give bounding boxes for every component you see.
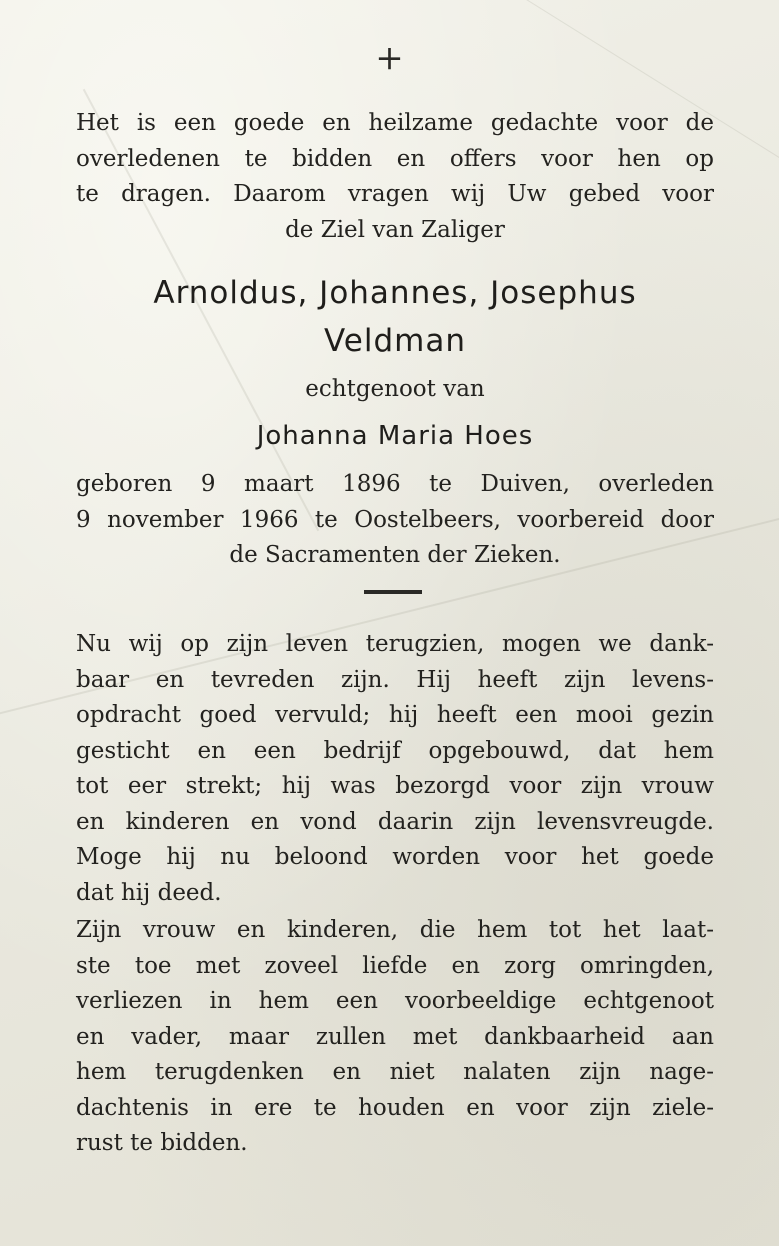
dates-line: de Sacramenten der Zieken. <box>229 542 561 568</box>
paragraph-1-line: dat hij deed. <box>76 879 222 906</box>
paragraph-1-line: opdracht goed vervuld; hij heeft een mooi gezin <box>76 702 714 728</box>
dates-paragraph <box>76 467 714 574</box>
dates-line: geboren 9 maart 1896 te Duiven, overleden <box>76 471 714 497</box>
paragraph-2 <box>76 913 714 1162</box>
intro-paragraph <box>76 106 714 248</box>
intro-line: te dragen. Daarom vragen wij Uw gebed voor <box>76 181 714 207</box>
cross-icon: + <box>375 38 404 78</box>
paragraph-2-line: dachtenis in ere te houden en voor zijn ziele- <box>76 1094 714 1121</box>
paragraph-2-line: Zijn vrouw en kinderen, die hem tot het laat- <box>76 917 714 943</box>
spouse-name: Johanna Maria Hoes <box>256 421 534 451</box>
paragraph-1-line: tot eer strekt; hij was bezorgd voor zijn vrouw <box>76 773 714 799</box>
intro-line: de Ziel van Zaliger <box>285 216 505 243</box>
paragraph-1-line: en kinderen en vond daarin zijn levensvreugde. <box>76 808 714 835</box>
paragraph-2-line: rust te bidden. <box>76 1130 248 1156</box>
deceased-name-line1: Arnoldus, Johannes, Josephus <box>153 275 637 311</box>
intro-line: Het is een goede en heilzame gedachte voor de <box>76 110 714 136</box>
deceased-name-line2: Veldman <box>323 323 466 359</box>
paragraph-1-line: baar en tevreden zijn. Hij heeft zijn levens- <box>76 666 714 693</box>
dates-line: 9 november 1966 te Oostelbeers, voorbereid door <box>76 506 714 533</box>
paragraph-1-line: Moge hij nu beloond worden voor het goede <box>76 844 714 870</box>
paragraph-1-line: Nu wij op zijn leven terugzien, mogen we dank- <box>76 631 714 657</box>
paragraph-2-line: ste toe met zoveel liefde en zorg omringden, <box>76 952 714 979</box>
paragraph-1 <box>76 627 714 911</box>
paragraph-1-line: gesticht en een bedrijf opgebouwd, dat hem <box>76 737 714 764</box>
divider <box>364 590 422 594</box>
intro-line: overledenen te bidden en offers voor hen op <box>76 145 714 172</box>
paragraph-2-line: en vader, maar zullen met dankbaarheid aan <box>76 1023 714 1050</box>
paragraph-2-line: verliezen in hem een voorbeeldige echtgenoot <box>76 988 714 1014</box>
spouse-intro: echtgenoot van <box>305 376 485 402</box>
deceased-name <box>76 269 714 365</box>
paragraph-2-line: hem terugdenken en niet nalaten zijn nage- <box>76 1059 714 1085</box>
